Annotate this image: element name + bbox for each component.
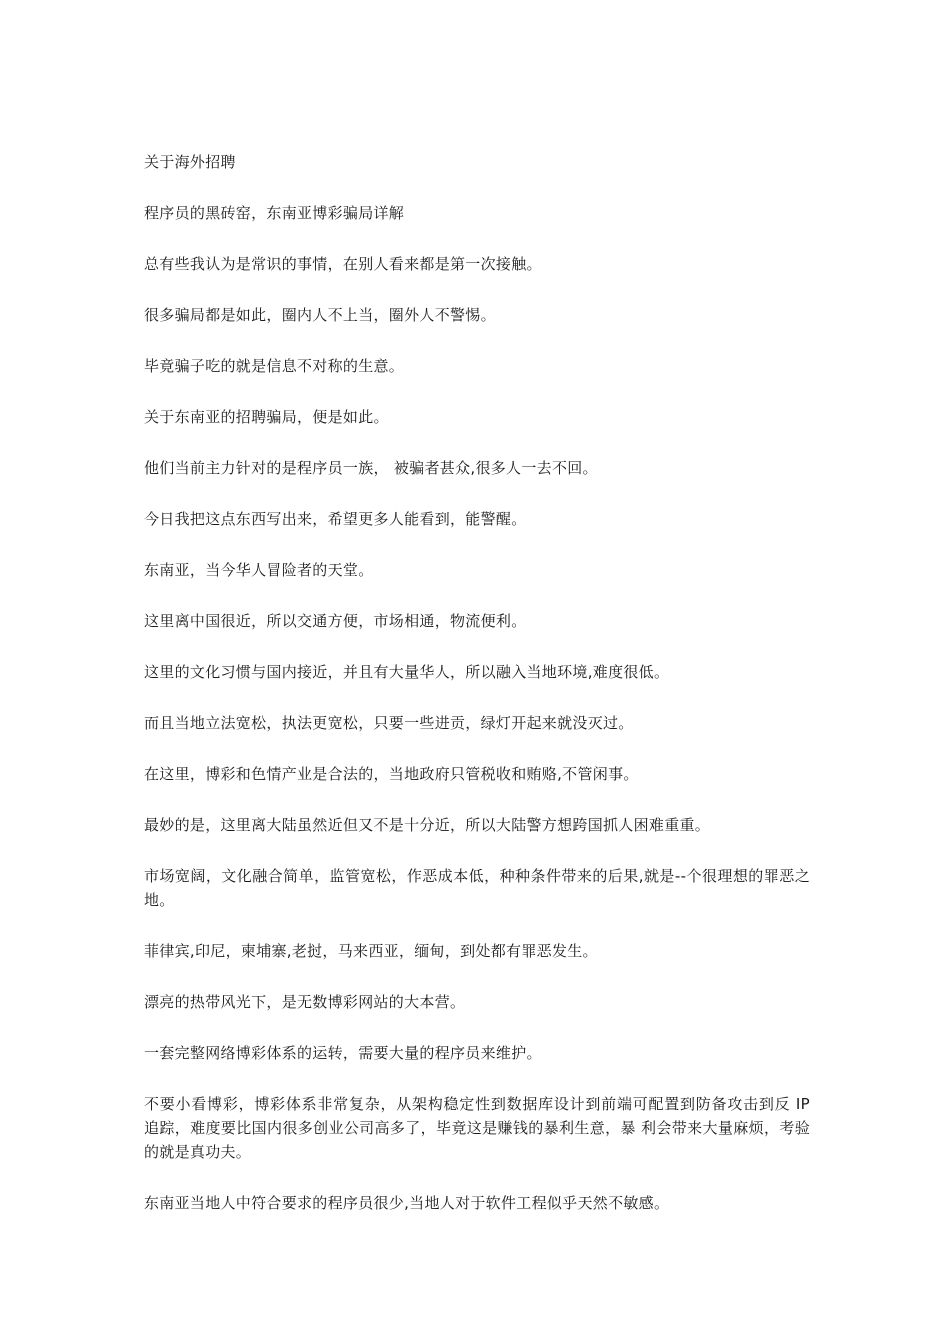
paragraph: 今日我把这点东西写出来，希望更多人能看到，能警醒。 bbox=[144, 510, 527, 528]
paragraph: 不要小看博彩，博彩体系非常复杂，从架构稳定性到数据库设计到前端可配置到防备攻击到反 IP 追踪，难度要比国内很多创业公司高多了，毕竟这是赚钱的暴利生意，暴 利会带来大量麻烦，考验的就是真功夫。 bbox=[144, 1095, 810, 1161]
article-title: 程序员的黑砖窑，东南亚博彩骗局详解 bbox=[144, 204, 405, 222]
paragraph: 最妙的是，这里离大陆虽然近但又不是十分近，所以大陆警方想跨国抓人困难重重。 bbox=[144, 816, 711, 834]
paragraph: 东南亚当地人中符合要求的程序员很少,当地人对于软件工程似乎天然不敏感。 bbox=[144, 1194, 670, 1212]
paragraph: 这里的文化习惯与国内接近，并且有大量华人，所以融入当地环境,难度很低。 bbox=[144, 663, 670, 681]
paragraph: 很多骗局都是如此，圈内人不上当，圈外人不警惕。 bbox=[144, 306, 496, 324]
paragraph: 菲律宾,印尼，柬埔寨,老挝，马来西亚，缅甸，到处都有罪恶发生。 bbox=[144, 942, 598, 960]
paragraph: 总有些我认为是常识的事情，在别人看来都是第一次接触。 bbox=[144, 255, 542, 273]
paragraph: 漂亮的热带风光下，是无数博彩网站的大本营。 bbox=[144, 993, 466, 1011]
paragraph: 一套完整网络博彩体系的运转，需要大量的程序员来维护。 bbox=[144, 1044, 542, 1062]
paragraph: 在这里，博彩和色情产业是合法的，当地政府只管税收和贿赂,不管闲事。 bbox=[144, 765, 639, 783]
paragraph: 毕竟骗子吃的就是信息不对称的生意。 bbox=[144, 357, 405, 375]
document-body bbox=[144, 150, 810, 1242]
document-heading: 关于海外招聘 bbox=[144, 153, 236, 171]
paragraph: 市场宽阔，文化融合简单，监管宽松，作恶成本低，种种条件带来的后果,就是--个很理想的罪恶之地。 bbox=[144, 867, 810, 909]
paragraph: 关于东南亚的招聘骗局，便是如此。 bbox=[144, 408, 389, 426]
paragraph: 而且当地立法宽松，执法更宽松，只要一些进贡，绿灯开起来就没灭过。 bbox=[144, 714, 634, 732]
paragraph: 他们当前主力针对的是程序员一族， 被骗者甚众,很多人一去不回。 bbox=[144, 459, 598, 477]
paragraph: 这里离中国很近，所以交通方便，市场相通，物流便利。 bbox=[144, 612, 527, 630]
paragraph: 东南亚，当今华人冒险者的天堂。 bbox=[144, 561, 374, 579]
